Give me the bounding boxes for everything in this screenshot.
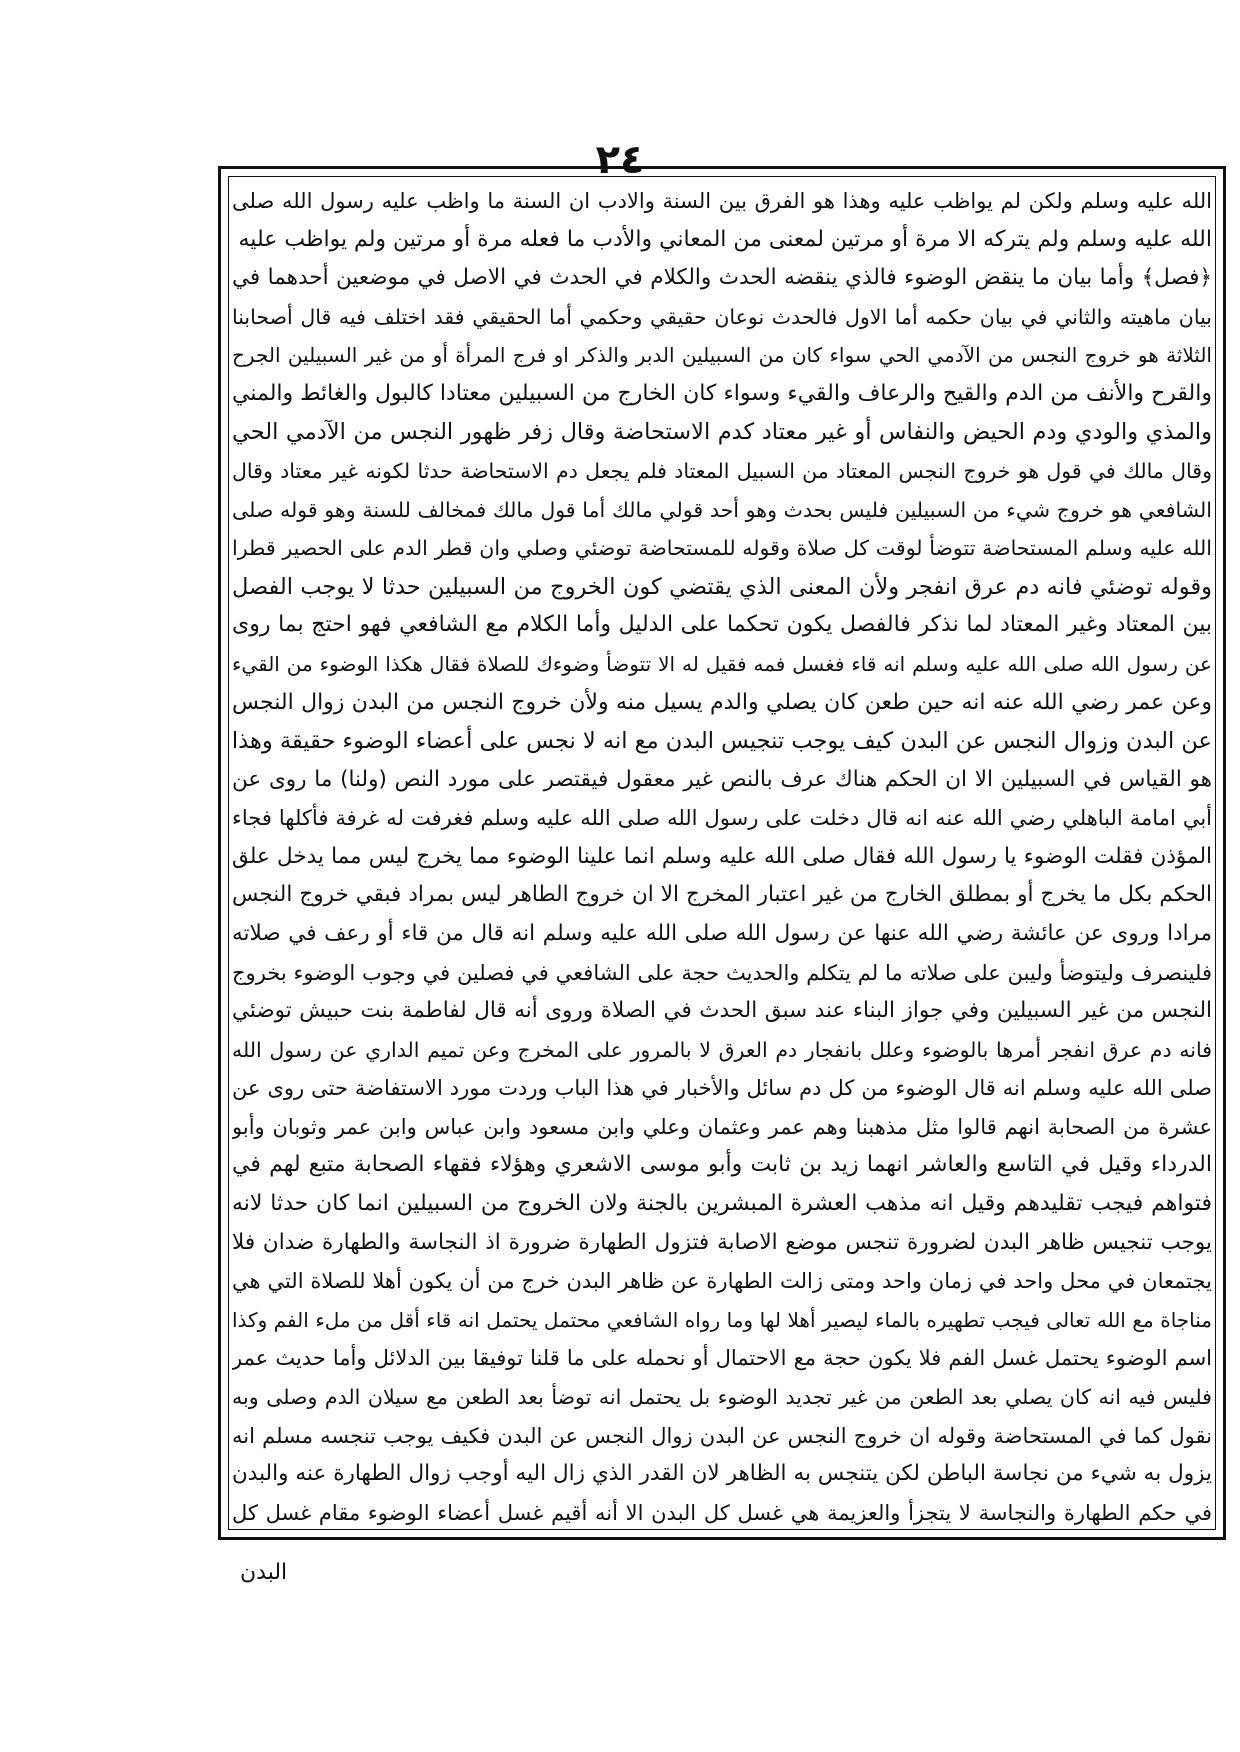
text-line-13: عن رسول الله صلى الله عليه وسلم انه قاء فغسل فمه فقيل له الا تتوضأ وضوءك للصلاة فقال هكذا الوضوء من القيء	[232, 651, 1212, 676]
text-line-32: فليس فيه انه كان يصلي بعد الطعن من غير تجديد الوضوء بل يحتمل انه توضأ بعد الطعن مع سيلان الدم وصلى وبه	[232, 1384, 1212, 1409]
text-line-4: بيان ماهيته والثاني في بيان حكمه أما الاول فالحدث نوعان حقيقي وحكمي أما الحقيقي فقد اختلف فيه قال أصحابنا	[232, 304, 1212, 329]
text-line-35: في حكم الطهارة والنجاسة لا يتجزأ والعزيمة هي غسل كل البدن الا أنه أقيم غسل أعضاء الوضوء مقام غسل كل	[232, 1500, 1212, 1525]
text-line-28: يوجب تنجيس ظاهر البدن لضرورة تنجس موضع الاصابة فتزول الطهارة ضرورة اذ النجاسة والطهارة ضدان فلا	[232, 1229, 1212, 1255]
text-line-3: ﴿فصل﴾ وأما بيان ما ينقض الوضوء فالذي ينقضه الحدث والكلام في الحدث في الاصل في موضعين أحدهما في	[232, 265, 1212, 291]
text-line-20: مرادا وروى عن عائشة رضي الله عنها عن رسول الله صلى الله عليه وسلم انه قال من قاء أو رعف في صلاته	[232, 920, 1212, 946]
text-line-18: المؤذن فقلت الوضوء يا رسول الله فقال صلى الله عليه وسلم انما علينا الوضوء مما يخرج ليس مما يدخل علق	[232, 843, 1212, 869]
text-line-23: فانه دم عرق انفجر أمرها بالوضوء وعلل بانفجار دم العرق لا بالمرور على المخرج وعن تميم الداري عن رسول الله	[232, 1037, 1212, 1062]
text-line-6: والقرح والأنف من الدم والقيح والرعاف والقيء وسواء كان الخارج من السبيلين معتادا كالبول والغائط والمني	[232, 380, 1212, 406]
text-line-1: الله عليه وسلم ولكن لم يواظب عليه وهذا هو الفرق بين السنة والادب ان السنة ما واظب عليه رسول الله صلى	[232, 189, 1212, 213]
text-line-14: وعن عمر رضي الله عنه انه حين طعن كان يصلي والدم يسيل منه ولأن خروج النجس من البدن زوال النجس	[232, 689, 1212, 715]
text-line-8: وقال مالك في قول هو خروج النجس المعتاد من السبيل المعتاد فلم يجعل دم الاستحاضة حدثا لكونه غير معتاد وقال	[232, 459, 1212, 484]
text-line-19: الحكم بكل ما يخرج أو بمطلق الخارج من غير اعتبار المخرج الا ان خروج الطاهر ليس بمراد فبقي خروج النجس	[232, 882, 1212, 908]
text-line-22: النجس من غير السبيلين وفي جواز البناء عند سبق الحدث في الصلاة وروى أنه قال لفاطمة بنت حبيش توضئي	[232, 998, 1212, 1024]
text-line-30: مناجاة مع الله تعالى فيجب تطهيره بالماء ليصير أهلا لها وما رواه الشافعي محتمل يحتمل انه قاء أقل من ملء الفم وكذا	[232, 1307, 1212, 1332]
text-line-17: أبي امامة الباهلي رضي الله عنه انه قال دخلت على رسول الله صلى الله عليه وسلم فغرفت له غرفة فأكلها فجاء	[232, 806, 1212, 831]
text-line-12: بين المعتاد وغير المعتاد لما نذكر فالفصل يكون تحكما على الدليل وأما الكلام مع الشافعي فهو احتج بما روى	[232, 612, 1212, 638]
text-line-25: عشرة من الصحابة انهم قالوا مثل مذهبنا وهم عمر وعثمان وعلي وابن مسعود وابن عباس وابن عمر وثوبان وأبو	[232, 1114, 1212, 1139]
text-line-7: والمذي والودي ودم الحيض والنفاس أو غير معتاد كدم الاستحاضة وقال زفر ظهور النجس من الآدمي الحي	[232, 419, 1212, 446]
text-line-26: الدرداء وقيل في التاسع والعاشر انهما زيد بن ثابت وأبو موسى الاشعري وهؤلاء فقهاء الصحابة متبع لهم في	[232, 1152, 1212, 1178]
text-line-5: الثلاثة هو خروج النجس من الآدمي الحي سواء كان من السبيلين الدبر والذكر او فرج المرأة أو من غير السبيلين الجرح	[232, 343, 1212, 368]
main-text	[232, 182, 1212, 1532]
text-line-33: نقول كما في المستحاضة وقوله ان خروج النجس عن البدن زوال النجس عن البدن فكيف يوجب تنجسه مسلم انه	[232, 1423, 1212, 1448]
text-line-31: اسم الوضوء يحتمل غسل الفم فلا يكون حجة مع الاحتمال أو نحمله على ما قلنا توفيقا بين الدلائل وأما حديث عمر	[232, 1346, 1212, 1371]
text-line-2: الله عليه وسلم ولم يتركه الا مرة أو مرتين لمعنى من المعاني والأدب ما فعله مرة أو مرتين ولم يواظب عليه	[238, 226, 1212, 252]
catchword: البدن	[240, 1560, 288, 1585]
text-line-10: الله عليه وسلم المستحاضة تتوضأ لوقت كل صلاة وقوله للمستحاضة توضئي وصلي وان قطر الدم على الحصير قطرا	[232, 536, 1212, 561]
text-line-15: عن البدن وزوال النجس عن البدن كيف يوجب تنجيس البدن مع انه لا نجس على أعضاء الوضوء حقيقة وهذا	[232, 728, 1212, 755]
text-line-9: الشافعي هو خروج شيء من السبيلين فليس بحدث وهو أحد قولي مالك أما قول مالك فمخالف للسنة وهو قوله صلى	[232, 497, 1212, 522]
text-line-16: هو القياس في السبيلين الا ان الحكم هناك عرف بالنص غير معقول فيقتصر على مورد النص (ولنا) ما روى عن	[232, 766, 1212, 792]
text-line-34: يزول به شيء من نجاسة الباطن لكن يتنجس به الظاهر لان القدر الذي زال اليه أوجب زوال الطهارة عنه والبدن	[232, 1461, 1212, 1487]
text-line-27: فتواهم فيجب تقليدهم وقيل انه مذهب العشرة المبشرين بالجنة ولان الخروج من السبيلين انما كان حدثا لانه	[232, 1191, 1212, 1217]
text-line-21: فلينصرف وليتوضأ وليبن على صلاته ما لم يتكلم والحديث حجة على الشافعي في فصلين في وجوب الوضوء بخروج	[232, 960, 1212, 985]
text-line-11: وقوله توضئي فانه دم عرق انفجر ولأن المعنى الذي يقتضي كون الخروج من السبيلين حدثا لا يوجب الفصل	[232, 573, 1212, 600]
page-number: ٢٤	[595, 137, 645, 183]
text-line-29: يجتمعان في محل واحد في زمان واحد ومتى زالت الطهارة عن ظاهر البدن خرج من أن يكون أهلا للصلاة التي هي	[232, 1269, 1212, 1294]
text-line-24: صلى الله عليه وسلم انه قال الوضوء من كل دم سائل والأخبار في هذا الباب وردت مورد الاستفاضة حتى روى عن	[232, 1076, 1212, 1101]
